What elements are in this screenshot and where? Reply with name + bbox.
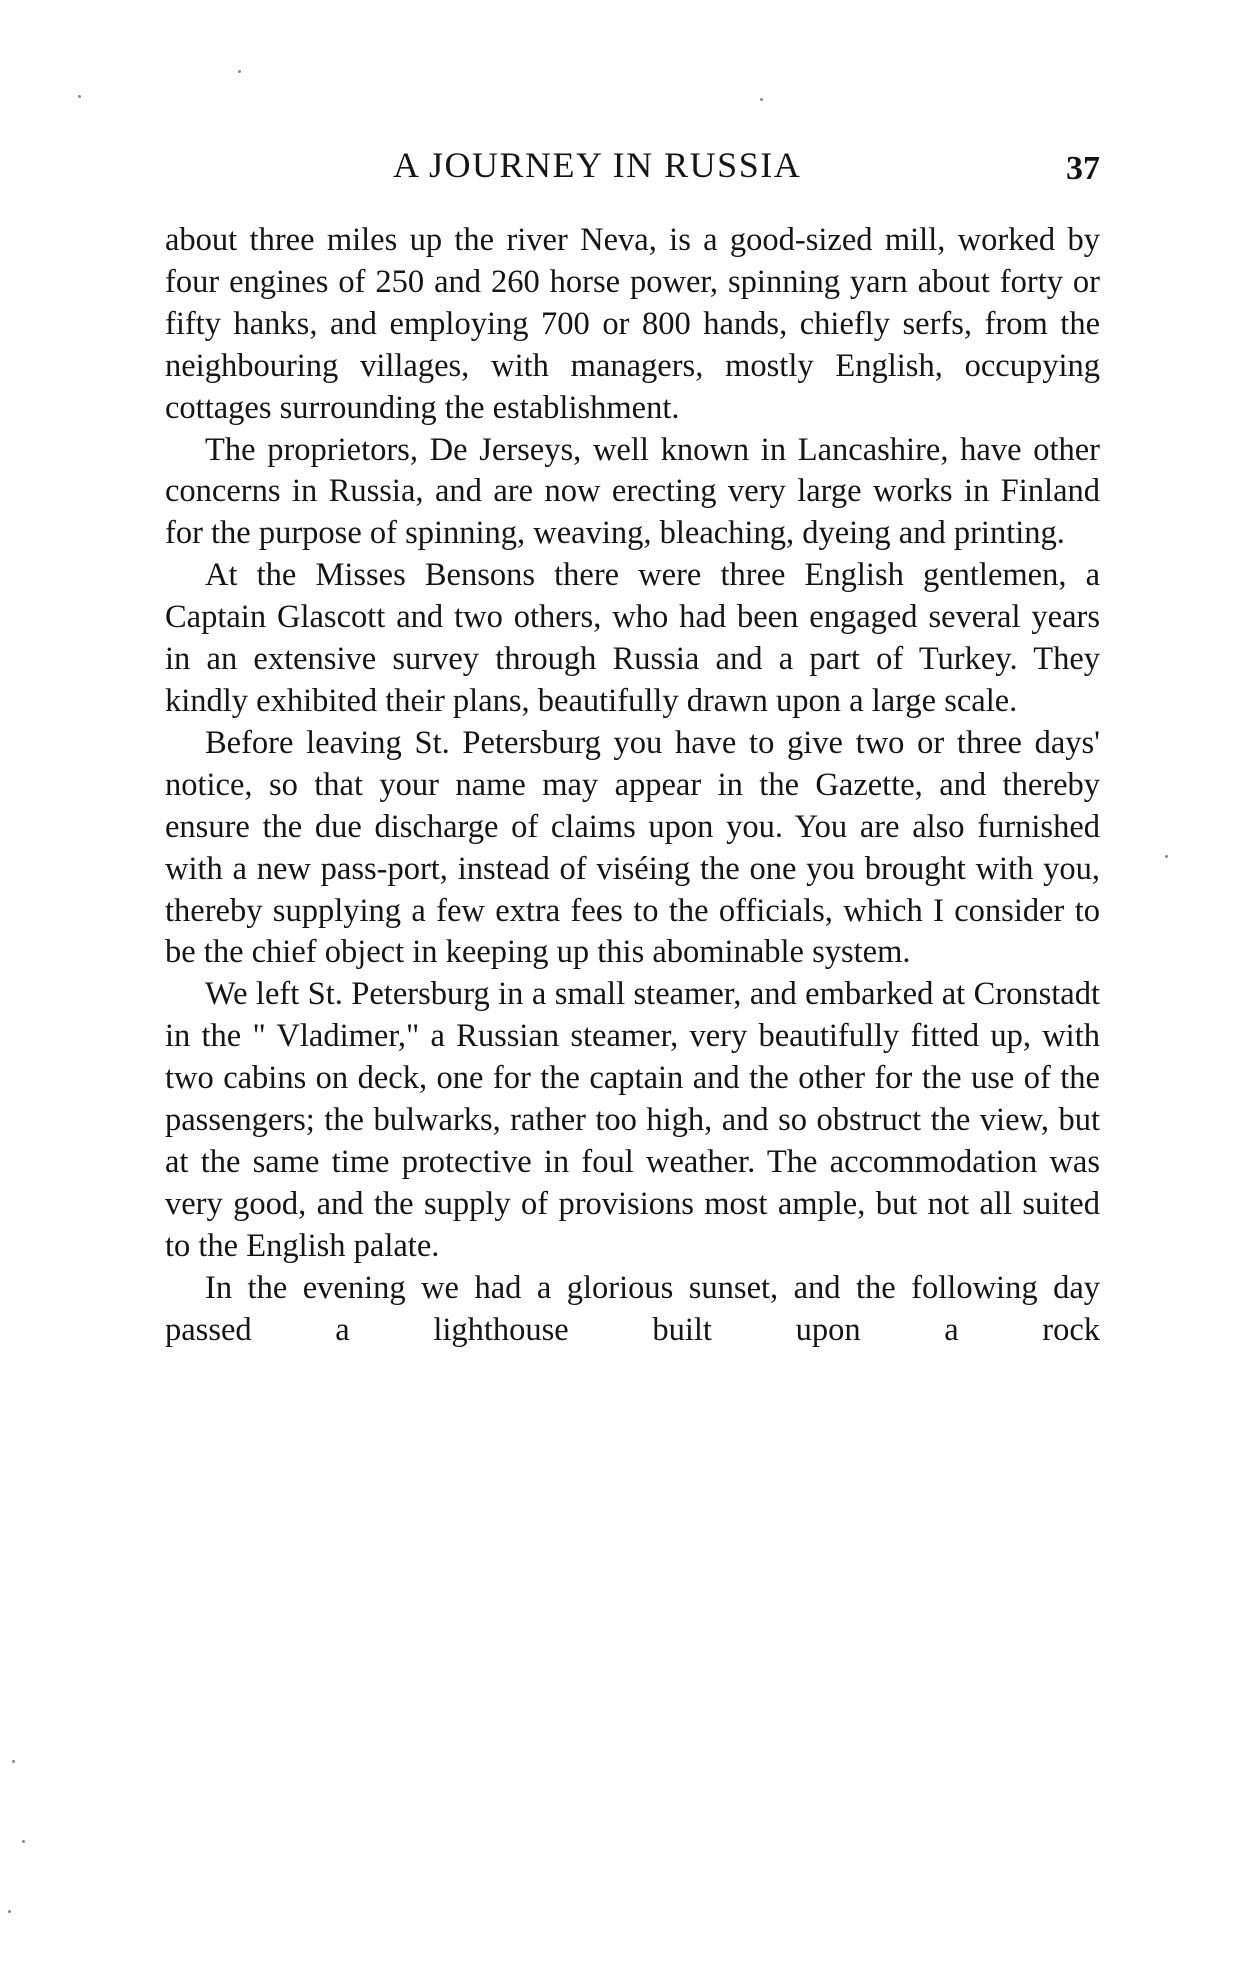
body-text	[165, 220, 1100, 1351]
scan-speck	[760, 98, 763, 101]
scan-speck	[78, 95, 81, 98]
scan-speck	[238, 70, 241, 73]
paragraph-continuation: about three miles up the river Neva, is a good-sized mill, worked by four engines of 250 and 260 horse power, spinning yarn about forty or fifty hanks, and employing 700 or 800 hands, chiefly serfs, from the neighbouring villages, with managers, mostly English, occupying cottages surrounding the establishment.	[165, 222, 1100, 426]
running-title: A JOURNEY IN RUSSIA	[393, 145, 802, 185]
scan-speck	[8, 1910, 11, 1913]
running-header	[165, 140, 1100, 190]
paragraph-steamer-voyage: We left St. Petersburg in a small steamer, and embarked at Cronstadt in the " Vladimer," a Russian steamer, very beautifully fitted up, with two cabins on deck, one for the captain and the other for the use of the passengers; the bulwarks, rather too high, and so obstruct the view, but at the same time protective in foul weather. The accommodation was very good, and the supply of provisions most ample, but not all suited to the English palate.	[165, 976, 1100, 1264]
page-number: 37	[1066, 150, 1100, 187]
paragraph-evening-sunset: In the evening we had a glorious sunset, and the following day passed a lighthouse built upon a rock	[165, 1269, 1100, 1348]
paragraph-leaving-petersburg: Before leaving St. Petersburg you have to give two or three days' notice, so that your name may appear in the Gazette, and thereby ensure the due discharge of claims upon you. You are also furnished with a new pass-port, instead of viséing the one you brought with you, thereby supplying a few extra fees to the officials, which I consider to be the chief object in keeping up this abominable system.	[165, 724, 1100, 971]
scan-speck	[1165, 855, 1168, 858]
paragraph-proprietors: The proprietors, De Jerseys, well known in Lancashire, have other concerns in Russia, and are now erecting very large works in Finland for the purpose of spinning, weaving, bleaching, dyeing and printing.	[165, 431, 1100, 552]
scan-speck	[22, 1840, 25, 1843]
scan-speck	[12, 1760, 15, 1763]
paragraph-misses-bensons: At the Misses Bensons there were three English gentlemen, a Captain Glascott and two others, who had been engaged several years in an extensive survey through Russia and a part of Turkey. They kindly exhibited their plans, beautifully drawn upon a large scale.	[165, 557, 1100, 719]
